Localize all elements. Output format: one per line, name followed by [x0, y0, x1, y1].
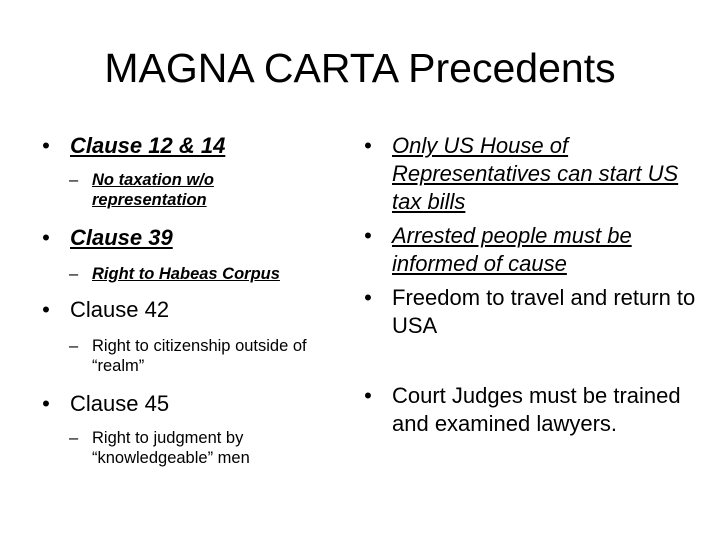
bullet-clause-12-14	[36, 132, 356, 160]
sub-no-taxation	[36, 170, 302, 210]
clause-39-label: Clause 39	[70, 225, 173, 250]
dash-icon: –	[69, 265, 79, 283]
right-column	[358, 128, 698, 438]
bullet-clause-42	[36, 296, 356, 324]
bullet-icon: •	[364, 383, 372, 408]
slide-title: MAGNA CARTA Precedents	[104, 45, 616, 91]
house-text: Only US House of Representatives can start US tax bills	[392, 133, 679, 214]
clause-42-label: Clause 42	[70, 297, 170, 322]
bullet-icon: •	[42, 297, 50, 322]
sub-citizenship	[36, 336, 332, 376]
bullet-clause-39	[36, 224, 356, 252]
sub-habeas-corpus	[36, 264, 356, 284]
arrested-text: Arrested people must be informed of cause	[392, 223, 632, 276]
bullet-icon: •	[364, 285, 372, 310]
no-taxation-text: No taxation w/o representation	[92, 171, 214, 209]
sub-judgment	[36, 428, 292, 468]
judgment-text: Right to judgment by “knowledgeable” men	[92, 429, 250, 467]
bullet-icon: •	[364, 223, 372, 248]
bullet-icon: •	[42, 391, 50, 416]
dash-icon: –	[69, 171, 79, 189]
bullet-icon: •	[364, 133, 372, 158]
freedom-text: Freedom to travel and return to USA	[392, 285, 696, 338]
bullet-icon: •	[42, 133, 50, 158]
judges-text: Court Judges must be trained and examined lawyers.	[392, 383, 681, 436]
bullet-house-of-reps	[358, 132, 698, 216]
citizenship-text: Right to citizenship outside of “realm”	[92, 337, 307, 375]
bullet-arrested	[358, 222, 698, 278]
bullet-freedom-travel	[358, 284, 698, 340]
bullet-clause-45	[36, 390, 356, 418]
clause-12-14-label: Clause 12 & 14	[70, 133, 226, 158]
dash-icon: –	[69, 429, 79, 447]
bullet-court-judges	[358, 382, 698, 438]
habeas-corpus-text: Right to Habeas Corpus	[92, 265, 280, 283]
clause-45-label: Clause 45	[70, 391, 170, 416]
bullet-icon: •	[42, 225, 50, 250]
dash-icon: –	[69, 337, 79, 355]
left-column	[36, 128, 356, 468]
